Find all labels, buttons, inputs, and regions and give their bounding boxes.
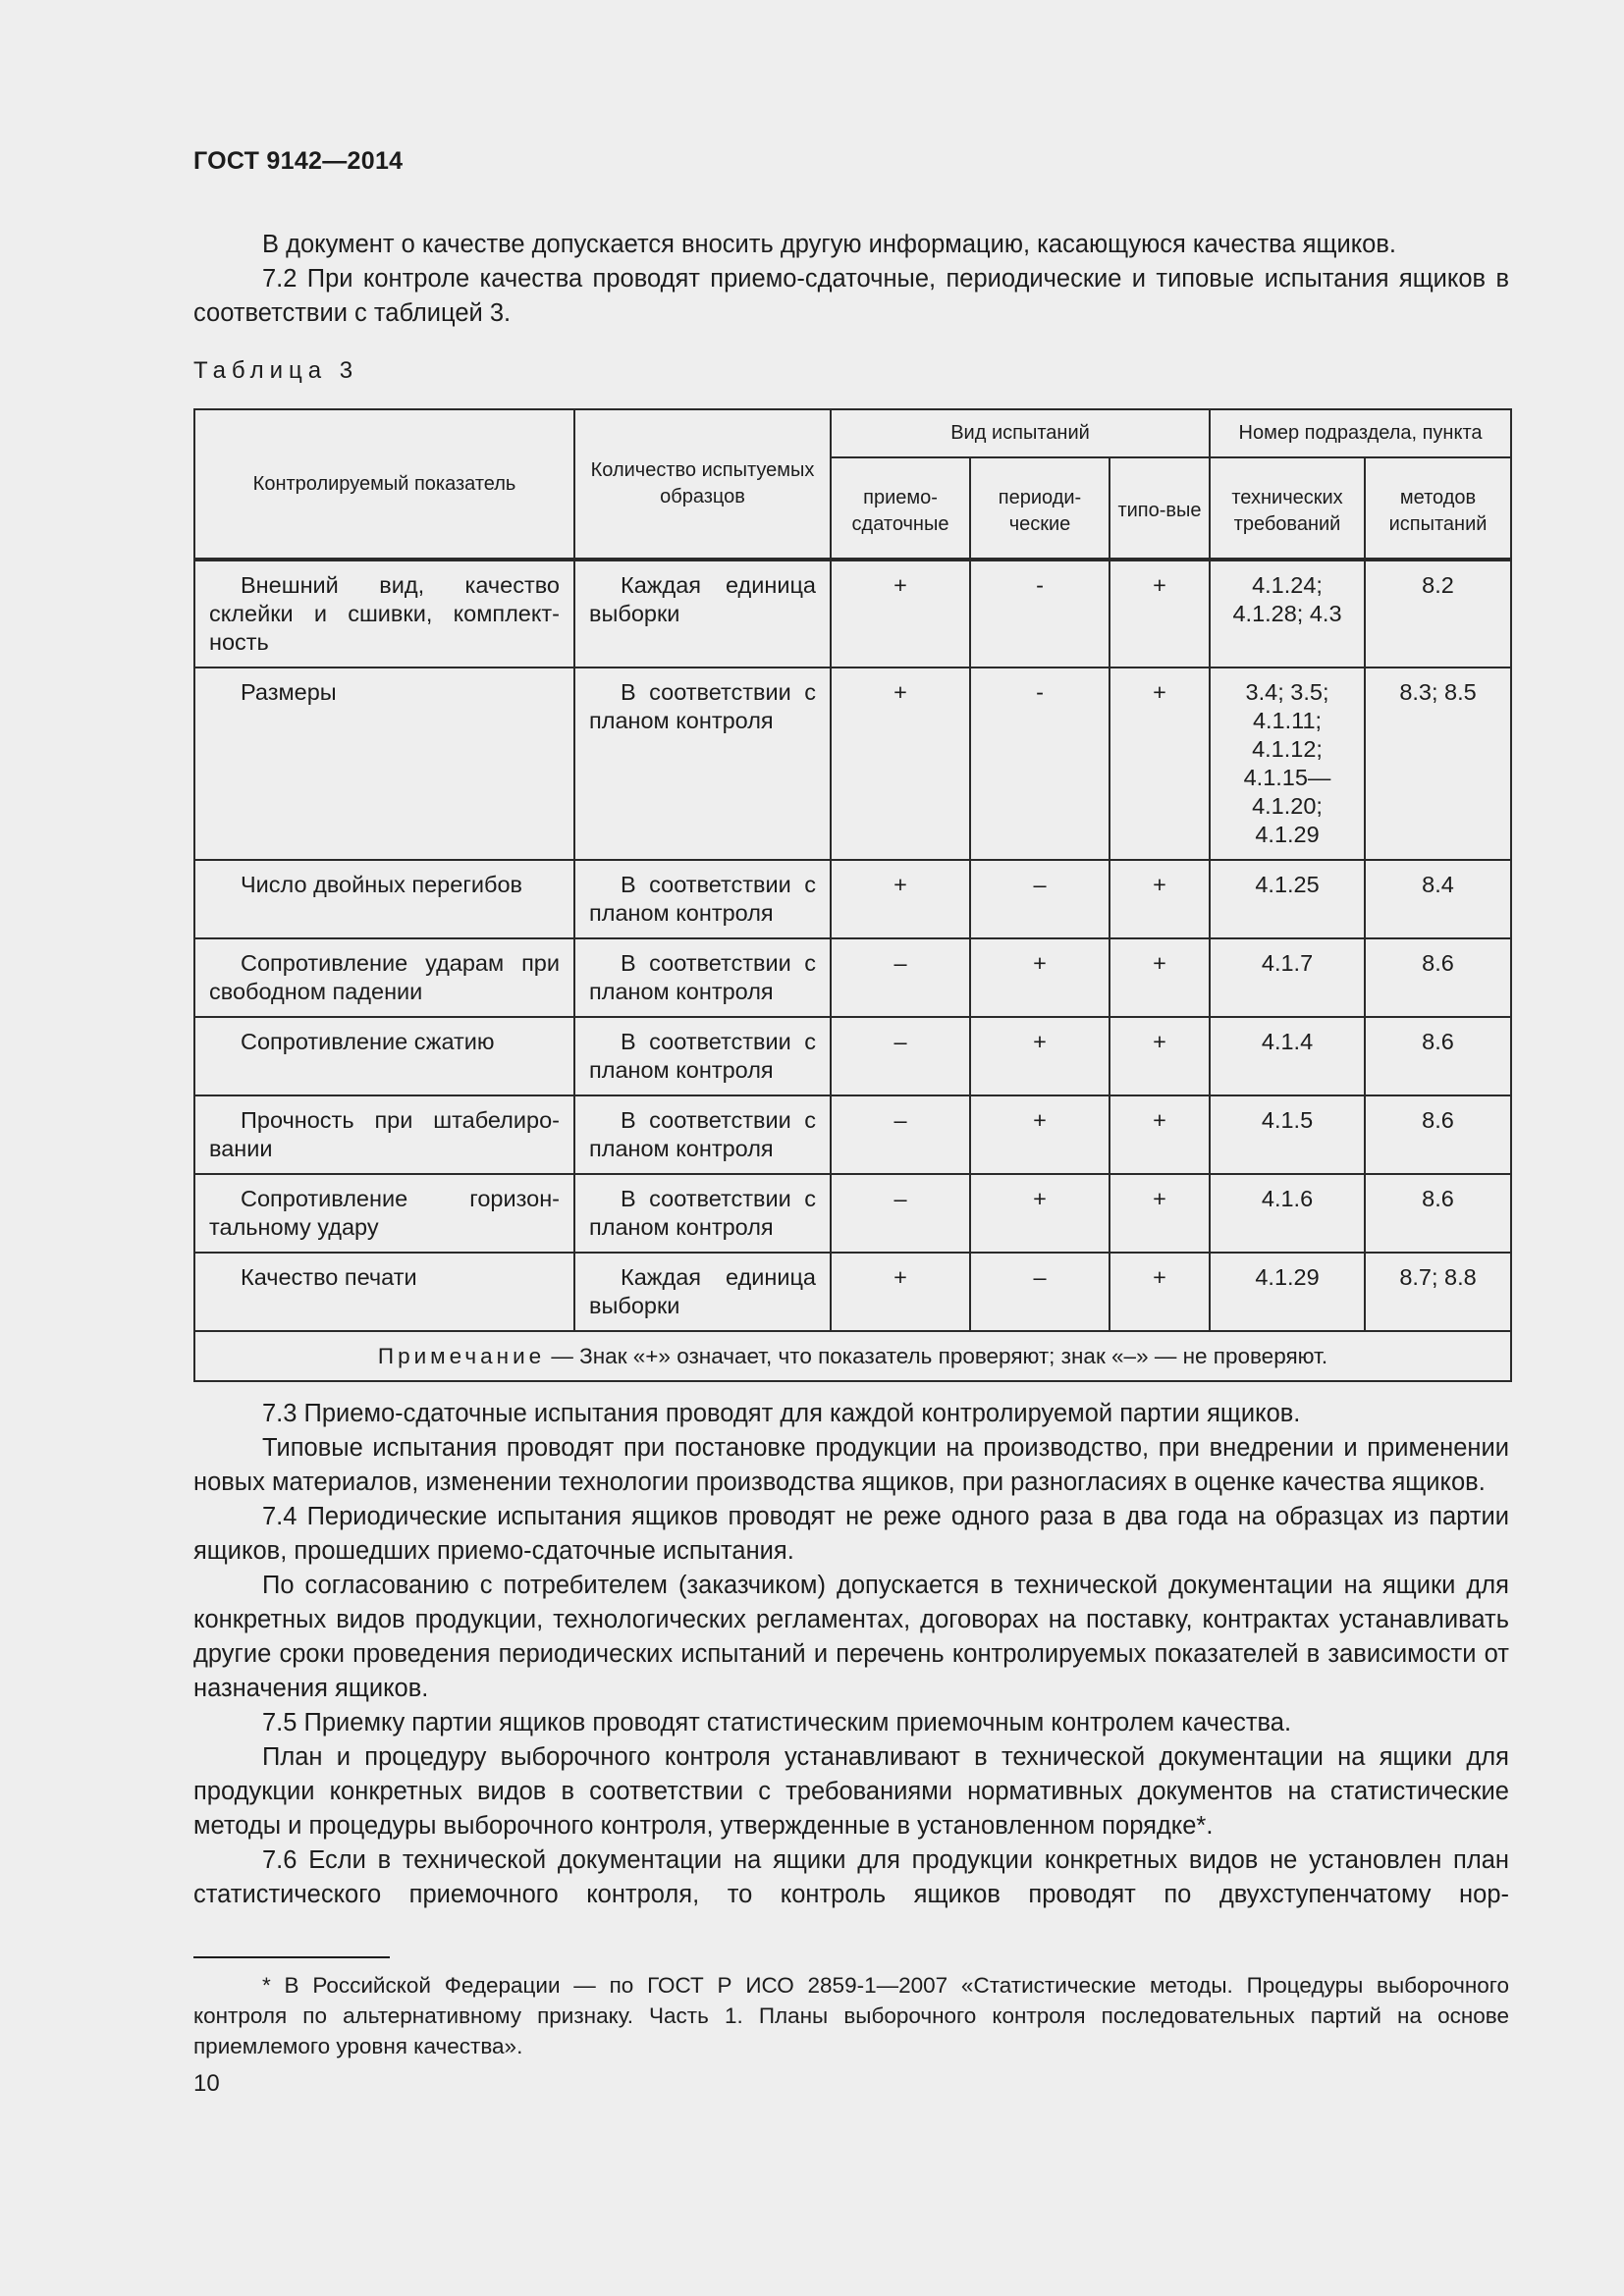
paragraph-7-4-agreement: По согласованию с потребителем (заказчиком) допускается в технической документации на ящики для конкретных видов продукции, технологических регламентах, договорах на поставку, контрактах устанавливать другие сроки проведения периодических испытаний и перечень контролируемых показателей в зависимости от назначения ящиков. <box>193 1572 1509 1702</box>
cell-indicator: Сопротивление ударам при свободном падении <box>194 938 574 1017</box>
cell-indicator: Внешний вид, качество склейки и сшивки, комплект-ность <box>194 560 574 667</box>
cell-acceptance: – <box>831 1095 970 1174</box>
cell-test-methods: 8.2 <box>1365 560 1511 667</box>
cell-acceptance: + <box>831 667 970 860</box>
table-row <box>194 1253 1511 1331</box>
cell-typical: + <box>1110 560 1210 667</box>
paragraph-7-2: 7.2 При контроле качества проводят приемо-сдаточные, периодические и типовые испытания ящиков в соответствии с таблицей 3. <box>193 265 1509 327</box>
header-typical: типо-вые <box>1110 457 1210 560</box>
cell-periodic: - <box>970 667 1110 860</box>
header-tech-requirements: технических требований <box>1210 457 1365 560</box>
table-row <box>194 667 1511 860</box>
table-3 <box>193 408 1512 1382</box>
cell-periodic: + <box>970 1174 1110 1253</box>
footnote: * В Российской Федерации — по ГОСТ Р ИСО 2859-1—2007 «Статистические методы. Процедуры выборочного контроля по альтернативному признаку. Часть 1. Планы выборочного контроля последовательных партий на основе приемлемого уровня качества». <box>193 1973 1509 2058</box>
table-note-row <box>194 1331 1511 1381</box>
cell-tech-requirements: 4.1.25 <box>1210 860 1365 938</box>
cell-tech-requirements: 4.1.4 <box>1210 1017 1365 1095</box>
cell-tech-requirements: 4.1.7 <box>1210 938 1365 1017</box>
cell-indicator: Прочность при штабелиро-вании <box>194 1095 574 1174</box>
paragraph-7-6: 7.6 Если в технической документации на ящики для продукции конкретных видов не установлен план статистического приемочного контроля, то контроль ящиков проводят по двухступенчатому нор- <box>193 1846 1509 1908</box>
cell-test-methods: 8.6 <box>1365 1174 1511 1253</box>
cell-indicator: Сопротивление горизон-тальному удару <box>194 1174 574 1253</box>
cell-test-methods: 8.6 <box>1365 1095 1511 1174</box>
cell-acceptance: + <box>831 860 970 938</box>
header-test-methods: методов испытаний <box>1365 457 1511 560</box>
document-code: ГОСТ 9142—2014 <box>193 147 404 175</box>
cell-acceptance: – <box>831 938 970 1017</box>
cell-samples: В соответствии с планом контроля <box>574 1095 831 1174</box>
cell-samples: В соответствии с планом контроля <box>574 1017 831 1095</box>
cell-indicator: Размеры <box>194 667 574 860</box>
cell-samples: В соответствии с планом контроля <box>574 938 831 1017</box>
table-row <box>194 860 1511 938</box>
table-row <box>194 938 1511 1017</box>
cell-samples: Каждая единица выборки <box>574 560 831 667</box>
cell-periodic: – <box>970 860 1110 938</box>
cell-acceptance: – <box>831 1174 970 1253</box>
cell-acceptance: + <box>831 1253 970 1331</box>
cell-typical: + <box>1110 1174 1210 1253</box>
cell-test-methods: 8.4 <box>1365 860 1511 938</box>
paragraph-7-5-plan: План и процедуру выборочного контроля устанавливают в технической документации на ящики для продукции конкретных видов в соответствии с требованиями нормативных документов на статистические методы и процедуры выборочного контроля, утвержденные в установленном порядке*. <box>193 1743 1509 1840</box>
cell-periodic: – <box>970 1253 1110 1331</box>
cell-samples: В соответствии с планом контроля <box>574 860 831 938</box>
paragraph-7-4: 7.4 Периодические испытания ящиков проводят не реже одного раза в два года на образцах из партии ящиков, прошедших приемо-сдаточные испытания. <box>193 1503 1509 1565</box>
table-row <box>194 1095 1511 1174</box>
table-note-label: Примечание <box>377 1344 546 1368</box>
header-periodic: периоди-ческие <box>970 457 1110 560</box>
cell-typical: + <box>1110 1017 1210 1095</box>
cell-indicator: Число двойных перегибов <box>194 860 574 938</box>
header-test-type: Вид испытаний <box>831 409 1210 457</box>
header-section-number: Номер подраздела, пункта <box>1210 409 1511 457</box>
table-caption: Таблица 3 <box>193 357 359 384</box>
cell-test-methods: 8.6 <box>1365 1017 1511 1095</box>
header-samples: Количество испытуемых образцов <box>574 409 831 560</box>
paragraph-7-5: 7.5 Приемку партии ящиков проводят статистическим приемочным контролем качества. <box>262 1709 1292 1736</box>
header-acceptance: приемо-сдаточные <box>831 457 970 560</box>
cell-samples: В соответствии с планом контроля <box>574 667 831 860</box>
intro-paragraph-1: В документ о качестве допускается вносить другую информацию, касающуюся качества ящиков. <box>262 231 1396 258</box>
cell-samples: В соответствии с планом контроля <box>574 1174 831 1253</box>
cell-typical: + <box>1110 938 1210 1017</box>
cell-acceptance: + <box>831 560 970 667</box>
cell-tech-requirements: 4.1.29 <box>1210 1253 1365 1331</box>
body-text <box>193 1397 1509 1912</box>
cell-typical: + <box>1110 1095 1210 1174</box>
cell-periodic: + <box>970 1095 1110 1174</box>
cell-periodic: + <box>970 938 1110 1017</box>
cell-test-methods: 8.7; 8.8 <box>1365 1253 1511 1331</box>
cell-test-methods: 8.6 <box>1365 938 1511 1017</box>
cell-typical: + <box>1110 860 1210 938</box>
cell-periodic: + <box>970 1017 1110 1095</box>
cell-typical: + <box>1110 667 1210 860</box>
cell-indicator: Сопротивление сжатию <box>194 1017 574 1095</box>
cell-samples: Каждая единица выборки <box>574 1253 831 1331</box>
cell-indicator: Качество печати <box>194 1253 574 1331</box>
table-row <box>194 1017 1511 1095</box>
page-number: 10 <box>193 2070 220 2097</box>
cell-tech-requirements: 4.1.5 <box>1210 1095 1365 1174</box>
cell-acceptance: – <box>831 1017 970 1095</box>
cell-tech-requirements: 3.4; 3.5; 4.1.11; 4.1.12; 4.1.15— 4.1.20; 4.1.29 <box>1210 667 1365 860</box>
cell-test-methods: 8.3; 8.5 <box>1365 667 1511 860</box>
cell-tech-requirements: 4.1.6 <box>1210 1174 1365 1253</box>
table-row <box>194 560 1511 667</box>
paragraph-7-3-typical: Типовые испытания проводят при постановке продукции на производство, при внедрении и применении новых материалов, изменении технологии производства ящиков, при разногласиях в оценке качества ящиков. <box>193 1434 1509 1496</box>
header-indicator: Контролируемый показатель <box>194 409 574 560</box>
table-note <box>194 1331 1511 1381</box>
intro-text <box>193 228 1509 331</box>
table-note-text: — Знак «+» означает, что показатель проверяют; знак «–» — не проверяют. <box>545 1344 1328 1368</box>
cell-periodic: - <box>970 560 1110 667</box>
table-row <box>194 1174 1511 1253</box>
cell-typical: + <box>1110 1253 1210 1331</box>
paragraph-7-3: 7.3 Приемо-сдаточные испытания проводят для каждой контролируемой партии ящиков. <box>262 1400 1301 1427</box>
cell-tech-requirements: 4.1.24; 4.1.28; 4.3 <box>1210 560 1365 667</box>
footnote-separator <box>193 1956 390 1958</box>
